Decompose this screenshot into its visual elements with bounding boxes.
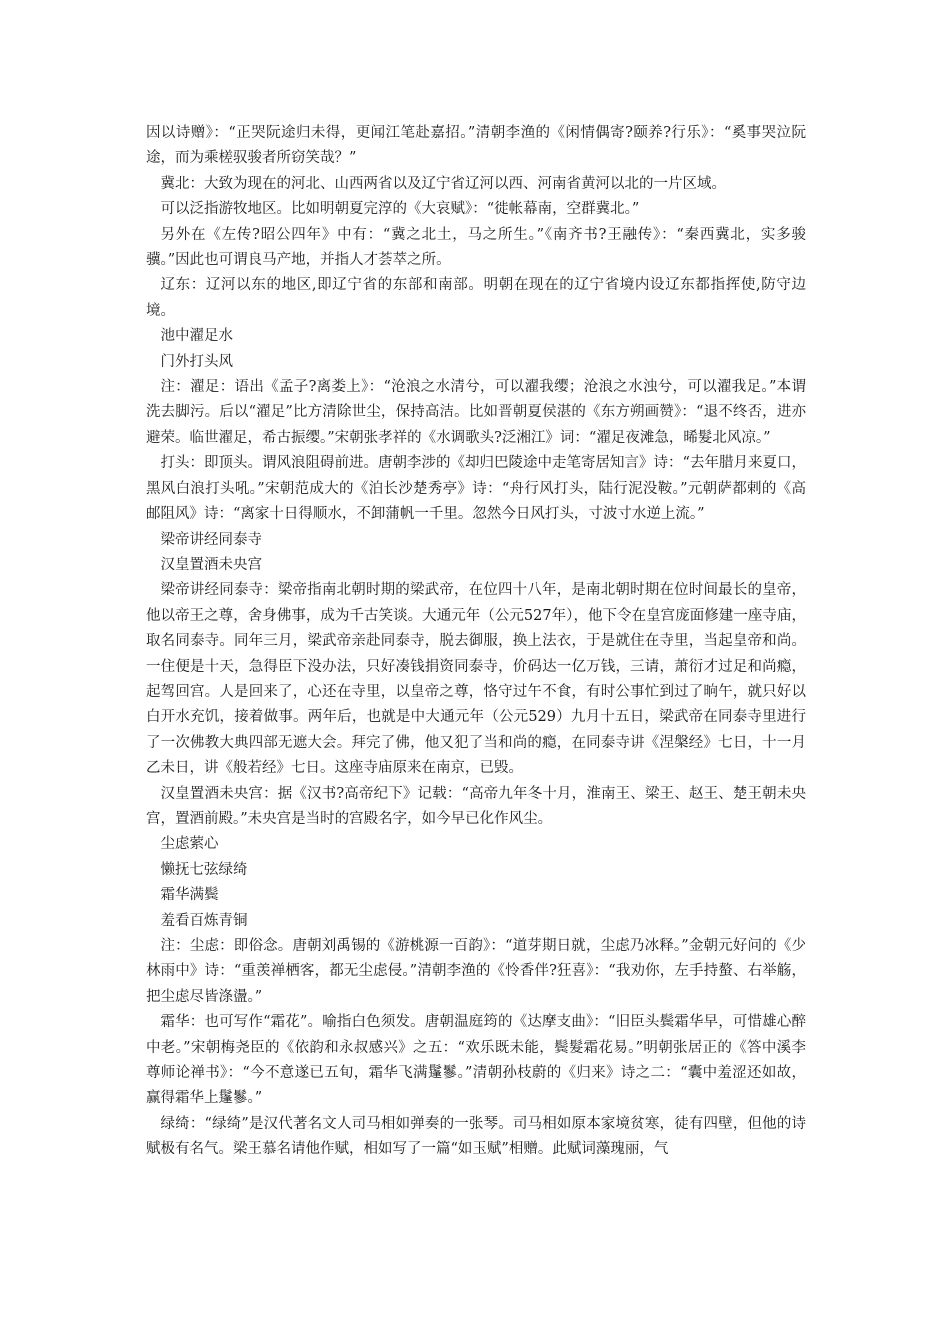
- verse-line-8: 羞看百炼青铜: [160, 912, 248, 929]
- paragraph-5: 辽东：辽河以东的地区,即辽宁省的东部和南部。明朝在现在的辽宁省境内设辽东都指挥使,防守边境。: [146, 277, 806, 319]
- verse-line-5: 尘虑萦心: [160, 836, 219, 853]
- paragraph-7: 打头：即顶头。谓风浪阻碍前进。唐朝李涉的《却归巴陵途中走笔寄居知言》诗：“去年腊月来夏口，黑风白浪打头吼。”宋朝范成大的《泊长沙楚秀亭》诗：“舟行风打头，陆行泥没鞍。”元朝萨都剌的《高邮阻风》诗：“离家十日得顺水，不卸蒲帆一千里。忽然今日风打头，寸波寸水逆上流。”: [146, 455, 806, 523]
- verse-line-7: 霜华满鬓: [160, 887, 219, 904]
- paragraph-12: 绿绮：“绿绮”是汉代著名文人司马相如弹奏的一张琴。司马相如原本家境贫寒，徒有四壁，但他的诗赋极有名气。梁王慕名请他作赋，相如写了一篇“如玉赋”相赠。此赋词藻瑰丽，气: [146, 1115, 806, 1158]
- paragraph-10: 注：尘虑：即俗念。唐朝刘禹锡的《游桃源一百韵》：“道芽期日就，尘虑乃冰释。”金朝元好问的《少林雨中》诗：“重羡禅栖客，都无尘虑侵。”清朝李渔的《怜香伴?狂喜》：“我劝你，左手持螯、右举觞，把尘虑尽皆涤盪。”: [146, 938, 806, 1005]
- paragraph-11: 霜华：也可写作“霜花”。喻指白色须发。唐朝温庭筠的《达摩支曲》：“旧臣头鬓霜华早，可惜雄心醉中老。”宋朝梅尧臣的《依韵和永叔感兴》之五：“欢乐既未能，鬓髮霜花易。”明朝张居正的《答中溪李尊师论禅书》：“今不意遂已五旬，霜华飞满鬔鬖。”清朝孙枝蔚的《归来》诗之二：“囊中羞涩还如故，赢得霜华上鬔鬖。”: [146, 1014, 806, 1107]
- paragraph-9: 汉皇置酒未央宫：据《汉书?高帝纪下》记载：“高帝九年冬十月，淮南王、梁王、赵王、楚王朝未央宫，置酒前殿。”未央宫是当时的宫殿名字，如今早已化作风尘。: [146, 785, 806, 827]
- paragraph-8: 梁帝讲经同泰寺：梁帝指南北朝时期的梁武帝，在位四十八年，是南北朝时期在位时间最长的皇帝，他以帝王之尊，舍身佛事，成为千古笑谈。大通元年（公元527年），他下令在皇宫庞面修建一座寺庙，取名同泰寺。同年三月，梁武帝亲赴同泰寺，脱去御服，换上法衣，于是就住在寺里，当起皇帝和尚。一住便是十天，急得臣下没办法，只好凑钱捐资同泰寺，价码达一亿万钱，三请，萧衍才过足和尚瘾，起驾回宫。人是回来了，心还在寺里，以皇帝之尊，恪守过午不食，有时公事忙到过了晌午，就只好以白开水充饥，接着做事。两年后，也就是中大通元年（公元529）九月十五日，梁武帝在同泰寺里进行了一次佛教大典四部无遮大会。拜完了佛，他又犯了当和尚的瘾，在同泰寺讲《涅槃经》七日，十一月乙未日，讲《般若经》七日。这座寺庙原来在南京，已毁。: [146, 582, 806, 777]
- paragraph-4: 另外在《左传?昭公四年》中有：“冀之北土，马之所生。”《南齐书?王融传》：“秦西冀北，实多骏骥。”因此也可谓良马产地，并指人才荟萃之所。: [146, 226, 806, 269]
- paragraph-6: 注：濯足：语出《孟子?离娄上》：“沧浪之水清兮，可以濯我缨；沧浪之水浊兮，可以濯我足。”本谓洗去脚污。后以“濯足”比方清除世尘，保持高洁。比如晋朝夏侯湛的《东方朔画赞》：“退不终否，进亦避荣。临世濯足，希古振缨。”宋朝张孝祥的《水调歌头?泛湘江》词：“濯足夜滩急，晞髮北风凉。”: [146, 379, 806, 446]
- verse-line-3: 梁帝讲经同泰寺: [160, 531, 262, 548]
- paragraph-2: 冀北：大致为现在的河北、山西两省以及辽宁省辽河以西、河南省黄河以北的一片区域。: [160, 175, 726, 192]
- verse-line-6: 懒抚七弦绿绮: [160, 861, 248, 878]
- paragraph-3: 可以泛指游牧地区。比如明朝夏完淳的《大哀赋》：“徙帐幕南，空群冀北。”: [160, 201, 640, 218]
- paragraph-1: 因以诗赠》：“正哭阮途归未得，更闻江笔赴嘉招。”清朝李渔的《闲情偶寄?颐养?行乐》：“奚事哭泣阮途，而为乘槎驭骏者所窃笑哉？”: [146, 125, 806, 167]
- document-page: [146, 121, 806, 1163]
- verse-line-1: 池中濯足水: [160, 328, 233, 345]
- verse-line-2: 门外打头风: [160, 353, 233, 370]
- verse-line-4: 汉皇置酒未央宫: [160, 556, 262, 573]
